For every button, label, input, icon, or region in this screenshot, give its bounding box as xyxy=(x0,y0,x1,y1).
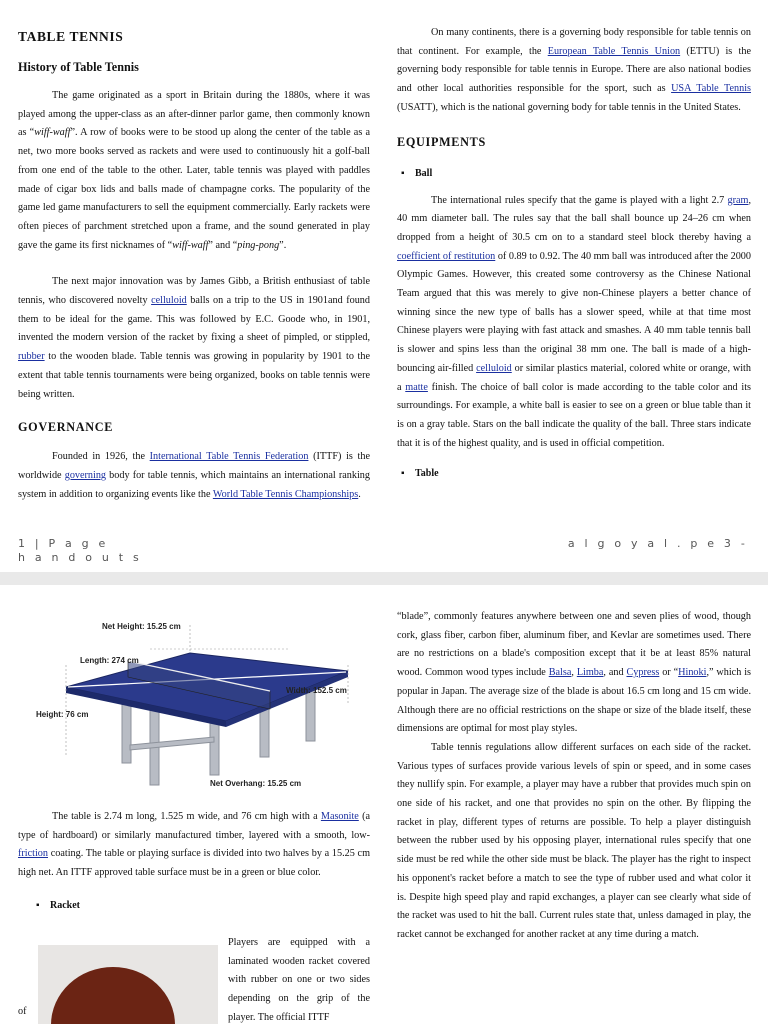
usatt-link[interactable]: USA Table Tennis xyxy=(671,83,751,95)
history-heading: History of Table Tennis xyxy=(18,60,139,74)
matte-link[interactable]: matte xyxy=(405,381,428,393)
label-overhang: Net Overhang: 15.25 cm xyxy=(210,779,302,788)
history-paragraph-2: The next major innovation was by James Gibb, a British enthusiast of table tennis, who discovered novelty celluloid balls on a trip to the US in 1901and found them to be ideal for the game. This was followed by E.C. Goode who, in 1901, invented the modern version of the racket by fixing a sheet of pimpled, or stippled, rubber to the wooden blade. Table tennis was growing in popularity by 1901 to the extent that table tennis tournaments were being organized, books on table tennis were being written. xyxy=(18,276,370,400)
rubber-link[interactable]: rubber xyxy=(18,351,45,363)
continents-paragraph: On many continents, there is a governing body responsible for table tennis on that continent. For example, the European Table Tennis Union (ETTU) is the governing body responsible for table tennis in Europe. There are also national bodies and other local authorities responsible for the sport, such as USA Table Tennis (USATT), which is the national governing body for table tennis in the United States. xyxy=(397,27,751,113)
celluloid-link-2[interactable]: celluloid xyxy=(476,362,512,374)
page-footer xyxy=(18,537,748,565)
document-title: TABLE TENNIS xyxy=(18,29,124,44)
left-column xyxy=(18,29,370,504)
ittf-link[interactable]: International Table Tennis Federation xyxy=(149,451,309,463)
balsa-link[interactable]: Balsa xyxy=(548,667,572,679)
label-net-height: Net Height: 15.25 cm xyxy=(102,622,181,631)
surfaces-paragraph: Table tennis regulations allow different surfaces on each side of the racket. Various types of surfaces provide various levels of spin or speed, and in some cases they nullify spin. For example, a player may have a rubber that provides much spin on one side of his racket, and one that provides no spin on the other. By flipping the racket in play, different types of returns are possible. To help a player distinguish between the rubber used by his opposing player, international rules specify that one side must be red while the other side must be black. The player has the right to inspect his opponent's racket before a match to see the type of rubber used and what color it is. Despite high speed play and rapid exchanges, a player can see clearly what side of the racket was used to hit the ball. Current rules state that, unless damaged in play, the racket cannot be exchanged for another racket at any time during a match. xyxy=(397,741,751,940)
cypress-link[interactable]: Cypress xyxy=(626,667,660,679)
governing-link[interactable]: governing xyxy=(64,469,107,481)
racket-photo xyxy=(38,945,218,1024)
page2-left-column xyxy=(18,808,370,913)
wttc-link[interactable]: World Table Tennis Championships xyxy=(212,488,359,500)
equipments-heading: EQUIPMENTS xyxy=(397,134,486,149)
racket-paragraph: Players are equipped with a laminated wooden racket covered with rubber on one or two sides depending on the grip of the player. The official ITTF xyxy=(228,937,370,1023)
table-diagram xyxy=(30,605,370,795)
of-word: of xyxy=(18,1006,27,1017)
footer-handouts: h a n d o u t s xyxy=(18,551,142,564)
racket-head xyxy=(51,967,175,1024)
page-separator xyxy=(0,572,768,585)
masonite-link[interactable]: Masonite xyxy=(320,811,359,822)
blade-paragraph: “blade”, commonly features anywhere between one and seven plies of wood, though cork, glass fiber, carbon fiber, aluminum fiber, and Kevlar are sometimes used. There are no restrictions on a blade's composition except that it be at least 85% natural wood. Common wood types include Balsa, Limba, and Cypress or “Hinoki,” which is popular in Japan. The average size of the blade is about 16.5 cm long and 15 cm wide. Although there are no official restrictions on the shape or size of the blade itself, these dimensions are optimal for most play styles. xyxy=(397,611,751,735)
ettu-link[interactable]: European Table Tennis Union xyxy=(547,45,681,57)
page-2 xyxy=(0,585,768,1024)
gram-link[interactable]: gram xyxy=(727,194,749,206)
racket-image xyxy=(38,945,218,1024)
table-bullet: ▪ Table xyxy=(401,467,751,481)
footer-site: a l g o y a l . p e 3 - xyxy=(567,537,748,550)
limba-link[interactable]: Limba xyxy=(576,667,604,679)
coefficient-link[interactable]: coefficient of restitution xyxy=(397,250,496,262)
table-paragraph: The table is 2.74 m long, 1.525 m wide, and 76 cm high with a Masonite (a type of hardboard) or similarly manufactured timber, layered with a smooth, low-friction coating. The table or playing surface is divided into two halves by a 15.25 cm high net. An ITTF approved table surface must be in a green or blue color. xyxy=(18,811,370,879)
ball-bullet: ▪ Ball xyxy=(401,167,751,181)
label-width: Width: 152.5 cm xyxy=(286,686,347,695)
friction-link[interactable]: friction xyxy=(18,848,48,860)
hinoki-link[interactable]: Hinoki xyxy=(678,667,707,679)
right-column xyxy=(397,24,751,481)
celluloid-link[interactable]: celluloid xyxy=(151,295,187,307)
governance-heading: GOVERNANCE xyxy=(18,420,114,435)
label-height: Height: 76 cm xyxy=(36,710,89,719)
page2-right-column xyxy=(397,608,751,945)
label-length: Length: 274 cm xyxy=(80,656,139,665)
racket-bullet: ▪ Racket xyxy=(36,899,370,913)
footer-page-number: 1 | P a g e xyxy=(18,537,109,550)
governance-paragraph: Founded in 1926, the International Table Tennis Federation (ITTF) is the worldwide governing body for table tennis, which maintains an international ranking system in addition to organizing events like the World Table Tennis Championships. xyxy=(18,451,370,500)
table-crossbar xyxy=(130,737,214,750)
racket-text xyxy=(228,934,370,1028)
ball-paragraph: The international rules specify that the game is played with a light 2.7 gram, 40 mm diameter ball. The rules say that the ball shall bounce up 24–26 cm when dropped from a height of 30.5 cm on to a standard steel block thereby having a coefficient of restitution of 0.89 to 0.92. The 40 mm ball was introduced after the 2000 Olympic Games. However, this created some controversy as the Chinese National Team argued that this was merely to give non-Chinese players a better chance of winning since the new type of balls has a slower speed, while at that time most Chinese players were playing with fast attack and smashes. A 40 mm table tennis ball is slower and spins less than the original 38 mm one. The ball is made of a high-bouncing air-filled celluloid or similar plastics material, colored white or orange, with a matte finish. The choice of ball color is made according to the table color and its surroundings. For example, a white ball is easier to see on a green or blue table than it is on a gray table. Stars on the ball indicate the quality of the ball. Three stars indicate that it is of the highest quality, and is used in official competition. xyxy=(397,194,752,449)
history-paragraph-1: The game originated as a sport in Britain during the 1880s, where it was played among the upper-class as an after-dinner parlor game, then commonly known as “wiff-waff”. A row of books were to be stood up along the center of the table as a net, two more books served as rackets and were used to continuously hit a golf-ball from one end of the table to the other. Later, table tennis was played with paddles made of cigar box lids and balls made of champagne corks. The popularity of the game led game manufacturers to sell the equipment commercially. Early rackets were often pieces of parchment stretched upon a frame, and the sound generated in play gave the game its first nicknames of “wiff-waff” and “ping-pong”. xyxy=(18,90,370,251)
